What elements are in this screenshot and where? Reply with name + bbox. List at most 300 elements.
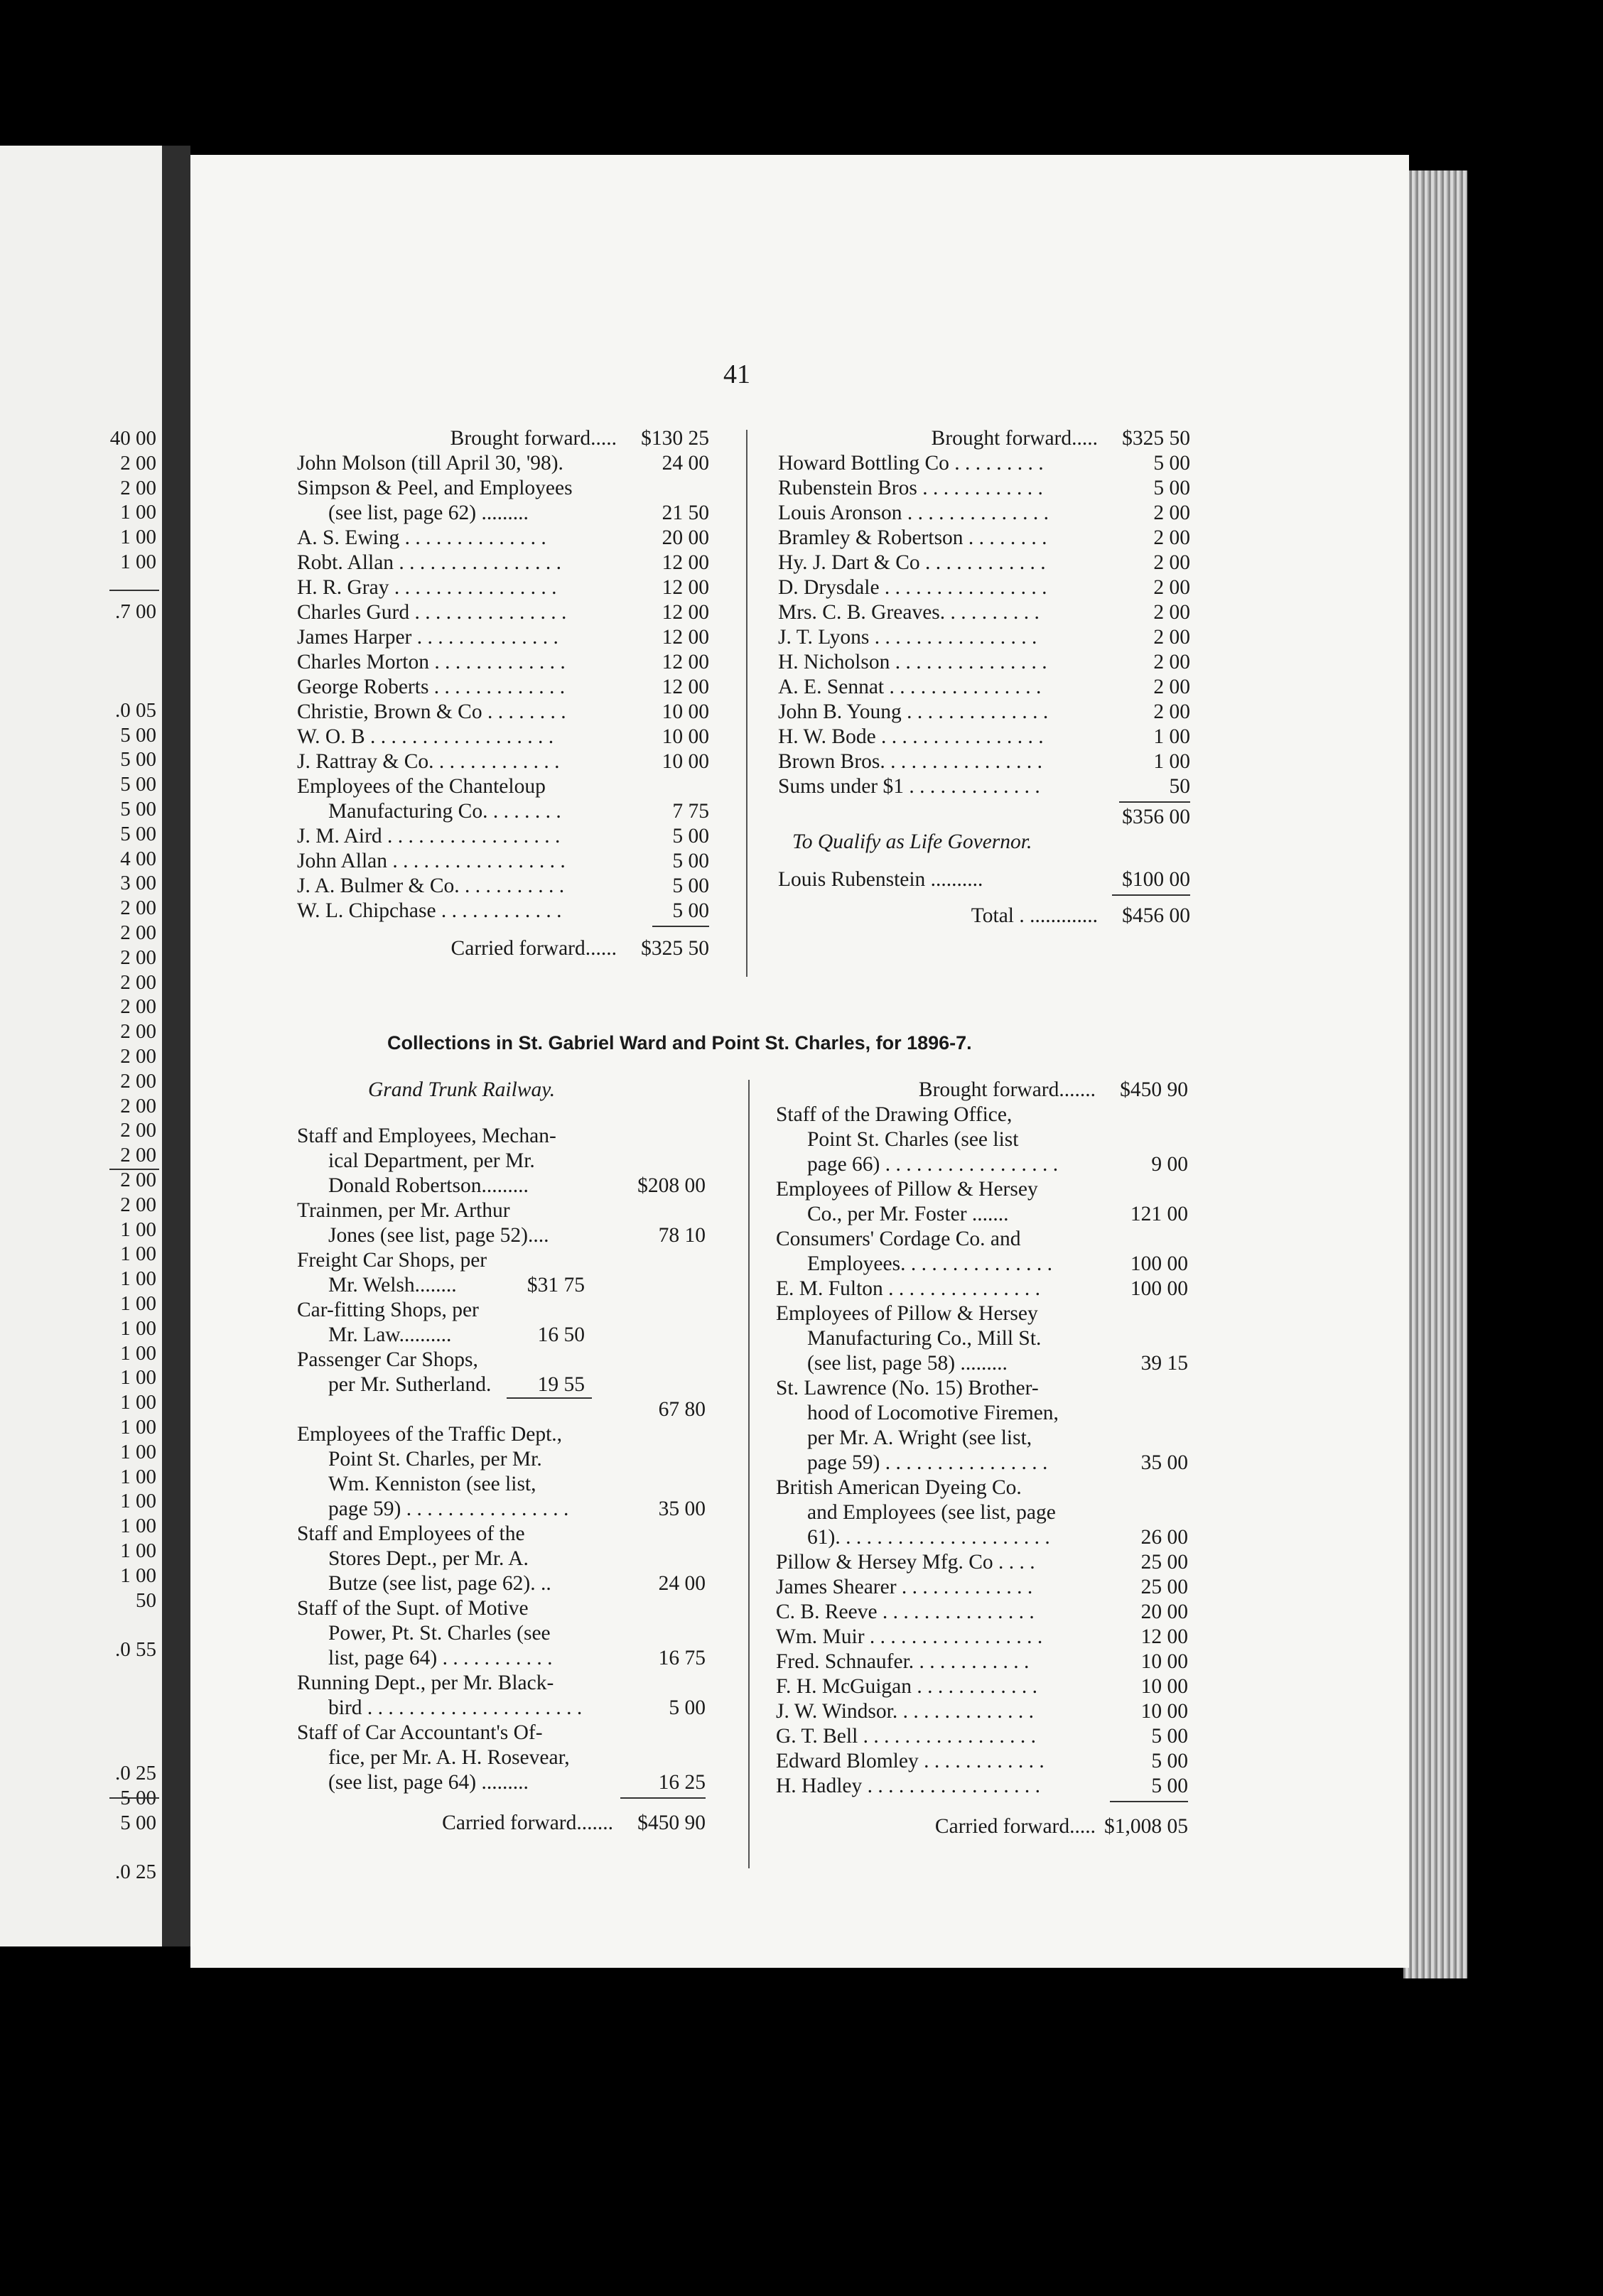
entry-label: Sums under $1 . . . . . . . . . . . . . xyxy=(778,775,1040,798)
total-row xyxy=(778,904,1190,928)
entry-label: Mr. Law.......... xyxy=(328,1323,452,1346)
entry-label: Christie, Brown & Co . . . . . . . . xyxy=(297,700,566,723)
entry-label: ical Department, per Mr. xyxy=(328,1149,535,1172)
entry-label: Rubenstein Bros . . . . . . . . . . . . xyxy=(778,477,1043,499)
ledger-row xyxy=(297,1422,706,1447)
ledger-row xyxy=(778,451,1190,476)
entry-label: Robt. Allan . . . . . . . . . . . . . . . . xyxy=(297,551,562,574)
ledger-row xyxy=(297,600,709,625)
ledger-row xyxy=(297,1472,706,1497)
ledger-row xyxy=(776,1475,1188,1500)
facing-page-rule xyxy=(109,590,159,591)
ledger-row xyxy=(776,1600,1188,1625)
ledger-row xyxy=(297,1671,706,1696)
entry-amount: 12 00 xyxy=(662,576,709,599)
facing-page-amount: 2 00 xyxy=(120,1119,156,1142)
total-rule xyxy=(1119,801,1190,803)
ledger-row xyxy=(297,575,709,600)
facing-page-amount: .0 25 xyxy=(115,1762,156,1785)
ledger-row xyxy=(776,1202,1188,1227)
entry-label: Trainmen, per Mr. Arthur xyxy=(297,1199,510,1222)
entry-amount: 5 00 xyxy=(1151,1725,1188,1748)
entry-amount: 10 00 xyxy=(1140,1650,1188,1673)
facing-page-amount: 1 00 xyxy=(120,1416,156,1439)
entry-amount: 24 00 xyxy=(662,452,709,475)
entry-amount: 5 00 xyxy=(672,850,709,872)
facing-page-amount: 1 00 xyxy=(120,1292,156,1315)
facing-page-amount: .0 05 xyxy=(115,698,156,722)
facing-page-amount: 2 00 xyxy=(120,1045,156,1068)
ledger-row xyxy=(297,1248,706,1273)
entry-label: James Shearer . . . . . . . . . . . . . xyxy=(776,1576,1033,1598)
entry-label: Howard Bottling Co . . . . . . . . . xyxy=(778,452,1044,475)
sub-amount: $31 75 xyxy=(527,1274,585,1296)
entry-label: J. W. Windsor. . . . . . . . . . . . . . xyxy=(776,1700,1034,1723)
entry-label: Wm. Muir . . . . . . . . . . . . . . . . . xyxy=(776,1625,1043,1648)
entry-amount: $208 00 xyxy=(637,1174,706,1197)
entry-label: Point St. Charles, per Mr. xyxy=(328,1448,542,1471)
facing-page-rule xyxy=(109,1797,159,1799)
entry-amount: 35 00 xyxy=(658,1498,706,1520)
sub-amount: 16 50 xyxy=(537,1323,585,1346)
entry-label: bird . . . . . . . . . . . . . . . . . . . . . xyxy=(328,1696,583,1719)
entry-label: Co., per Mr. Foster ....... xyxy=(807,1203,1009,1225)
entry-label: St. Lawrence (No. 15) Brother- xyxy=(776,1377,1039,1399)
entry-amount: 35 00 xyxy=(1140,1451,1188,1474)
facing-page-amount: 1 00 xyxy=(120,1440,156,1463)
top-left-column xyxy=(297,426,709,961)
total-rule xyxy=(652,926,709,927)
facing-page-amount: 2 00 xyxy=(120,995,156,1019)
facing-page-amount: 2 00 xyxy=(120,476,156,499)
facing-page-amount: .0 25 xyxy=(115,1861,156,1884)
ledger-row xyxy=(297,675,709,700)
entry-label: Car-fitting Shops, per xyxy=(297,1299,479,1321)
ledger-row xyxy=(778,476,1190,501)
entry-amount: 2 00 xyxy=(1153,700,1190,723)
entry-amount: 2 00 xyxy=(1153,651,1190,673)
entry-label: and Employees (see list, page xyxy=(807,1501,1056,1524)
brought-forward-amount: $130 25 xyxy=(641,427,709,450)
entry-amount: 24 00 xyxy=(658,1572,706,1595)
ledger-row xyxy=(297,1721,706,1745)
entry-amount: 12 00 xyxy=(662,601,709,624)
ledger-row xyxy=(778,725,1190,749)
entry-label: Staff and Employees, Mechan- xyxy=(297,1125,556,1147)
ledger-row xyxy=(297,1571,706,1596)
entry-label: Point St. Charles (see list xyxy=(807,1128,1019,1151)
ledger-row xyxy=(297,1298,706,1323)
entry-label: Mr. Welsh........ xyxy=(328,1274,457,1296)
facing-page-amount: .7 00 xyxy=(115,600,156,623)
entry-label: Staff of Car Accountant's Of- xyxy=(297,1721,543,1744)
facing-page-amount: 1 00 xyxy=(120,1218,156,1241)
facing-page xyxy=(0,146,162,1946)
rule-wrap xyxy=(778,892,1190,898)
ledger-row xyxy=(297,824,709,849)
ledger-row xyxy=(776,1301,1188,1326)
entry-amount: 9 00 xyxy=(1151,1153,1188,1176)
entry-label: Manufacturing Co., Mill St. xyxy=(807,1327,1042,1350)
ledger-row xyxy=(297,451,709,476)
entry-label: Bramley & Robertson . . . . . . . . xyxy=(778,526,1047,549)
entry-label: Brown Bros. . . . . . . . . . . . . . . . xyxy=(778,750,1043,773)
facing-page-amount: 50 xyxy=(136,1588,156,1612)
ledger-row xyxy=(776,1500,1188,1525)
ledger-row xyxy=(297,1348,706,1372)
ledger-row xyxy=(297,725,709,749)
ledger-row xyxy=(297,1397,706,1422)
facing-page-amount: 5 00 xyxy=(120,748,156,771)
entry-label: Employees. . . . . . . . . . . . . . . xyxy=(807,1252,1052,1275)
facing-page-amount: 4 00 xyxy=(120,847,156,870)
facing-page-amount: 2 00 xyxy=(120,946,156,969)
ledger-row xyxy=(776,1625,1188,1650)
life-governor-heading-text: To Qualify as Life Governor. xyxy=(792,830,1032,853)
facing-page-amount: 2 00 xyxy=(120,1144,156,1167)
entry-label: W. L. Chipchase . . . . . . . . . . . . xyxy=(297,899,562,922)
entry-label: John B. Young . . . . . . . . . . . . . . xyxy=(778,700,1049,723)
ledger-row xyxy=(778,625,1190,650)
ledger-row xyxy=(776,1550,1188,1575)
facing-page-amount: 5 00 xyxy=(120,773,156,796)
entry-label: Hy. J. Dart & Co . . . . . . . . . . . . xyxy=(778,551,1046,574)
bottom-right-column xyxy=(776,1078,1188,1839)
entry-amount: 10 00 xyxy=(662,700,709,723)
entry-amount: 2 00 xyxy=(1153,676,1190,698)
entry-label: hood of Locomotive Firemen, xyxy=(807,1402,1059,1424)
ledger-row xyxy=(297,700,709,725)
spacer xyxy=(297,929,709,936)
entry-amount: 2 00 xyxy=(1153,526,1190,549)
entry-label: Butze (see list, page 62). .. xyxy=(328,1572,551,1595)
bottom-left-column xyxy=(297,1078,706,1836)
rule-wrap xyxy=(776,1799,1188,1804)
entry-amount: 16 75 xyxy=(658,1647,706,1669)
entry-amount: 16 25 xyxy=(658,1771,706,1794)
entry-label: Passenger Car Shops, xyxy=(297,1348,478,1371)
ledger-row xyxy=(297,1447,706,1472)
brought-forward-label: Brought forward..... xyxy=(450,427,617,450)
entry-label: A. S. Ewing . . . . . . . . . . . . . . xyxy=(297,526,546,549)
entry-label: (see list, page 58) ......... xyxy=(807,1352,1008,1375)
entry-amount: 5 00 xyxy=(1153,452,1190,475)
ledger-row xyxy=(297,774,709,799)
entry-label: A. E. Sennat . . . . . . . . . . . . . . . xyxy=(778,676,1042,698)
ledger-row xyxy=(776,1699,1188,1724)
ledger-row xyxy=(776,1103,1188,1127)
entry-label: page 59) . . . . . . . . . . . . . . . . xyxy=(807,1451,1048,1474)
entry-amount: 2 00 xyxy=(1153,551,1190,574)
ledger-row xyxy=(297,1770,706,1795)
entry-label: Employees of Pillow & Hersey xyxy=(776,1178,1038,1201)
ledger-row xyxy=(778,675,1190,700)
ledger-row xyxy=(776,1152,1188,1177)
entry-label: Louis Aronson . . . . . . . . . . . . . . xyxy=(778,502,1049,524)
entry-label: Running Dept., per Mr. Black- xyxy=(297,1672,554,1694)
facing-page-amount: 5 00 xyxy=(120,1787,156,1809)
ledger-row xyxy=(778,774,1190,799)
ledger-row xyxy=(297,1621,706,1646)
ledger-row xyxy=(776,1376,1188,1401)
entry-amount: 12 00 xyxy=(662,551,709,574)
ledger-row xyxy=(297,501,709,526)
ledger-row xyxy=(297,749,709,774)
entry-label: Wm. Kenniston (see list, xyxy=(328,1473,536,1495)
ledger-row xyxy=(297,1174,706,1198)
entry-label: Mrs. C. B. Greaves. . . . . . . . . . xyxy=(778,601,1040,624)
ledger-row xyxy=(776,1724,1188,1749)
facing-page-amount: 1 00 xyxy=(120,1465,156,1488)
ledger-row xyxy=(778,526,1190,551)
ledger-row xyxy=(297,625,709,650)
entry-label: Employees of Pillow & Hersey xyxy=(776,1302,1038,1325)
entry-amount: 26 00 xyxy=(1140,1526,1188,1549)
top-right-column xyxy=(778,426,1190,928)
carried-forward-amount: $450 90 xyxy=(637,1812,706,1834)
ledger-row xyxy=(297,1547,706,1571)
entry-label: F. H. McGuigan . . . . . . . . . . . . xyxy=(776,1675,1038,1698)
carried-forward-label: Carried forward...... xyxy=(450,937,617,960)
entry-label: Staff of the Supt. of Motive xyxy=(297,1597,529,1620)
entry-label: C. B. Reeve . . . . . . . . . . . . . . . xyxy=(776,1601,1035,1623)
ledger-row xyxy=(297,1745,706,1770)
entry-label: per Mr. Sutherland. xyxy=(328,1373,492,1396)
page-edges xyxy=(1403,170,1467,1978)
facing-page-amount: 5 00 xyxy=(120,723,156,747)
facing-page-amount: 1 00 xyxy=(120,1391,156,1414)
carried-forward xyxy=(776,1814,1188,1839)
entry-label: James Harper . . . . . . . . . . . . . . xyxy=(297,626,558,649)
ledger-row xyxy=(778,551,1190,575)
entry-label: Pillow & Hersey Mfg. Co . . . . xyxy=(776,1551,1035,1574)
entry-amount: 20 00 xyxy=(662,526,709,549)
facing-page-amount: 1 00 xyxy=(120,1267,156,1291)
entry-amount: 10 00 xyxy=(662,725,709,748)
entry-amount: 2 00 xyxy=(1153,601,1190,624)
total-rule xyxy=(620,1797,706,1799)
rule-wrap xyxy=(297,924,709,929)
facing-page-amount: 1 00 xyxy=(120,1564,156,1587)
facing-page-amount: 2 00 xyxy=(120,1094,156,1117)
entry-amount: 67 80 xyxy=(658,1398,706,1421)
ledger-row xyxy=(297,1149,706,1174)
ledger-row xyxy=(778,700,1190,725)
ledger-row xyxy=(297,526,709,551)
entry-label: Manufacturing Co. . . . . . . . xyxy=(328,800,561,823)
ledger-row xyxy=(776,1575,1188,1600)
entry-label: Stores Dept., per Mr. A. xyxy=(328,1547,529,1570)
column-divider xyxy=(748,1080,750,1868)
entry-amount: 2 00 xyxy=(1153,626,1190,649)
ledger-row xyxy=(778,749,1190,774)
entry-amount: 5 00 xyxy=(672,825,709,848)
ledger-row xyxy=(776,1277,1188,1301)
entry-label: G. T. Bell . . . . . . . . . . . . . . . . . xyxy=(776,1725,1037,1748)
ledger-row xyxy=(297,1646,706,1671)
ledger-row xyxy=(776,1252,1188,1277)
subtotal xyxy=(778,805,1190,830)
entry-label: Fred. Schnaufer. . . . . . . . . . . . xyxy=(776,1650,1030,1673)
entry-amount: 5 00 xyxy=(672,874,709,897)
spacer xyxy=(776,1804,1188,1814)
life-governor-heading xyxy=(778,830,1190,855)
facing-page-amount: 2 00 xyxy=(120,1169,156,1191)
ledger-row xyxy=(297,551,709,575)
spacer xyxy=(297,1103,706,1124)
ledger-row xyxy=(297,1323,706,1348)
entry-label: Charles Gurd . . . . . . . . . . . . . . . xyxy=(297,601,567,624)
entry-amount: 5 00 xyxy=(672,899,709,922)
entry-label: Charles Morton . . . . . . . . . . . . . xyxy=(297,651,566,673)
facing-page-amount: 5 00 xyxy=(120,798,156,821)
total-amount: $456 00 xyxy=(1122,904,1190,927)
facing-page-amount: 1 00 xyxy=(120,501,156,524)
entry-label: page 59) . . . . . . . . . . . . . . . . xyxy=(328,1498,569,1520)
brought-forward-amount: $325 50 xyxy=(1122,427,1190,450)
sub-amount: 19 55 xyxy=(537,1373,585,1396)
ledger-row xyxy=(776,1650,1188,1674)
spacer xyxy=(297,1801,706,1811)
carried-forward-label: Carried forward....... xyxy=(442,1812,613,1834)
entry-label: George Roberts . . . . . . . . . . . . . xyxy=(297,676,566,698)
facing-page-amount: 1 00 xyxy=(120,1341,156,1365)
entry-amount: 1 00 xyxy=(1153,725,1190,748)
entry-label: H. R. Gray . . . . . . . . . . . . . . . . xyxy=(297,576,557,599)
entry-amount: 5 00 xyxy=(1153,477,1190,499)
entry-label: D. Drysdale . . . . . . . . . . . . . . . . xyxy=(778,576,1047,599)
subheading-text: Grand Trunk Railway. xyxy=(368,1078,556,1101)
entry-amount: 50 xyxy=(1169,775,1190,798)
ledger-row xyxy=(297,899,709,924)
entry-amount: 20 00 xyxy=(1140,1601,1188,1623)
entry-label: H. Nicholson . . . . . . . . . . . . . . . xyxy=(778,651,1047,673)
brought-forward xyxy=(297,426,709,451)
facing-page-amount: 1 00 xyxy=(120,1242,156,1266)
book-gutter xyxy=(162,146,190,1946)
sub-rule xyxy=(507,1397,592,1399)
facing-page-amount: 1 00 xyxy=(120,1490,156,1513)
subtotal-amount: $356 00 xyxy=(1122,806,1190,828)
entry-amount: 78 10 xyxy=(658,1224,706,1247)
ledger-row xyxy=(297,1497,706,1522)
life-governor-row xyxy=(778,867,1190,892)
facing-page-amount: 5 00 xyxy=(120,1811,156,1834)
ledger-row xyxy=(776,1451,1188,1475)
brought-forward xyxy=(776,1078,1188,1103)
entry-amount: 12 00 xyxy=(662,676,709,698)
entry-label: J. M. Aird . . . . . . . . . . . . . . . . . xyxy=(297,825,561,848)
ledger-row xyxy=(297,874,709,899)
entry-label: H. W. Bode . . . . . . . . . . . . . . . . xyxy=(778,725,1044,748)
ledger-row xyxy=(778,575,1190,600)
entry-label: W. O. B . . . . . . . . . . . . . . . . . . xyxy=(297,725,554,748)
entry-label: per Mr. A. Wright (see list, xyxy=(807,1426,1032,1449)
entry-amount: 5 00 xyxy=(1151,1750,1188,1772)
entry-amount: 10 00 xyxy=(662,750,709,773)
entry-label: H. Hadley . . . . . . . . . . . . . . . . . xyxy=(776,1775,1040,1797)
entry-label: Staff and Employees of the xyxy=(297,1522,525,1545)
ledger-row xyxy=(776,1774,1188,1799)
spacer xyxy=(778,855,1190,867)
facing-page-amount: 2 00 xyxy=(120,921,156,944)
ledger-row xyxy=(297,1596,706,1621)
facing-page-amount: 1 00 xyxy=(120,551,156,573)
entry-amount: 10 00 xyxy=(1140,1675,1188,1698)
rule-wrap xyxy=(297,1795,706,1801)
entry-label: page 66) . . . . . . . . . . . . . . . . . xyxy=(807,1153,1059,1176)
entry-label: Edward Blomley . . . . . . . . . . . . xyxy=(776,1750,1045,1772)
entry-amount: 100 00 xyxy=(1130,1277,1188,1300)
facing-page-amount: 5 00 xyxy=(120,822,156,845)
ledger-row xyxy=(776,1127,1188,1152)
brought-forward-amount: $450 90 xyxy=(1120,1078,1188,1101)
ledger-row xyxy=(776,1426,1188,1451)
entry-label: J. T. Lyons . . . . . . . . . . . . . . . . xyxy=(778,626,1037,649)
entry-label: (see list, page 62) ......... xyxy=(328,502,529,524)
entry-amount: 2 00 xyxy=(1153,502,1190,524)
ledger-row xyxy=(297,1223,706,1248)
ledger-row xyxy=(297,1198,706,1223)
total-label: Total . ............. xyxy=(971,904,1098,927)
ledger-row xyxy=(778,600,1190,625)
facing-page-amount: 2 00 xyxy=(120,897,156,920)
ledger-row xyxy=(776,1525,1188,1550)
total-rule xyxy=(1112,894,1190,896)
spacer xyxy=(778,898,1190,904)
entry-label: Freight Car Shops, per xyxy=(297,1249,487,1272)
entry-label: E. M. Fulton . . . . . . . . . . . . . . . xyxy=(776,1277,1041,1300)
entry-label: Power, Pt. St. Charles (see xyxy=(328,1622,551,1645)
entry-label: Consumers' Cordage Co. and xyxy=(776,1228,1021,1250)
entry-amount: 12 00 xyxy=(1140,1625,1188,1648)
facing-page-amount: 1 00 xyxy=(120,1316,156,1340)
carried-forward-label: Carried forward..... xyxy=(934,1815,1096,1838)
entry-label: (see list, page 64) ......... xyxy=(328,1771,529,1794)
ledger-row xyxy=(776,1674,1188,1699)
facing-page-amount: 1 00 xyxy=(120,526,156,549)
ledger-row xyxy=(297,1696,706,1721)
ledger-row xyxy=(776,1401,1188,1426)
ledger-row xyxy=(776,1351,1188,1376)
entry-label: British American Dyeing Co. xyxy=(776,1476,1022,1499)
entry-amount: 2 00 xyxy=(1153,576,1190,599)
entry-label: J. Rattray & Co. . . . . . . . . . . . . xyxy=(297,750,560,773)
rule-wrap xyxy=(778,799,1190,805)
facing-page-amount: .0 55 xyxy=(115,1638,156,1662)
entry-label: John Molson (till April 30, '98). xyxy=(297,452,563,475)
facing-page-amount: 3 00 xyxy=(120,872,156,895)
entry-amount: 25 00 xyxy=(1140,1576,1188,1598)
entry-label: Employees of the Chanteloup xyxy=(297,775,546,798)
brought-forward xyxy=(778,426,1190,451)
entry-amount: 12 00 xyxy=(662,651,709,673)
carried-forward xyxy=(297,1811,706,1836)
entry-amount: 1 00 xyxy=(1153,750,1190,773)
total-rule xyxy=(1110,1801,1188,1802)
ledger-row xyxy=(297,849,709,874)
column-subheading xyxy=(297,1078,706,1103)
entry-label: 61). . . . . . . . . . . . . . . . . . . . . xyxy=(807,1526,1050,1549)
entry-label: list, page 64) . . . . . . . . . . . xyxy=(328,1647,553,1669)
entry-amount: 5 00 xyxy=(669,1696,706,1719)
ledger-row xyxy=(297,1372,706,1397)
facing-page-amount: 1 00 xyxy=(120,1366,156,1390)
entry-label: Jones (see list, page 52).... xyxy=(328,1224,549,1247)
entry-amount: 10 00 xyxy=(1140,1700,1188,1723)
section-heading: Collections in St. Gabriel Ward and Point St. Charles, for 1896-7. xyxy=(387,1032,972,1054)
facing-page-amount: 2 00 xyxy=(120,970,156,994)
